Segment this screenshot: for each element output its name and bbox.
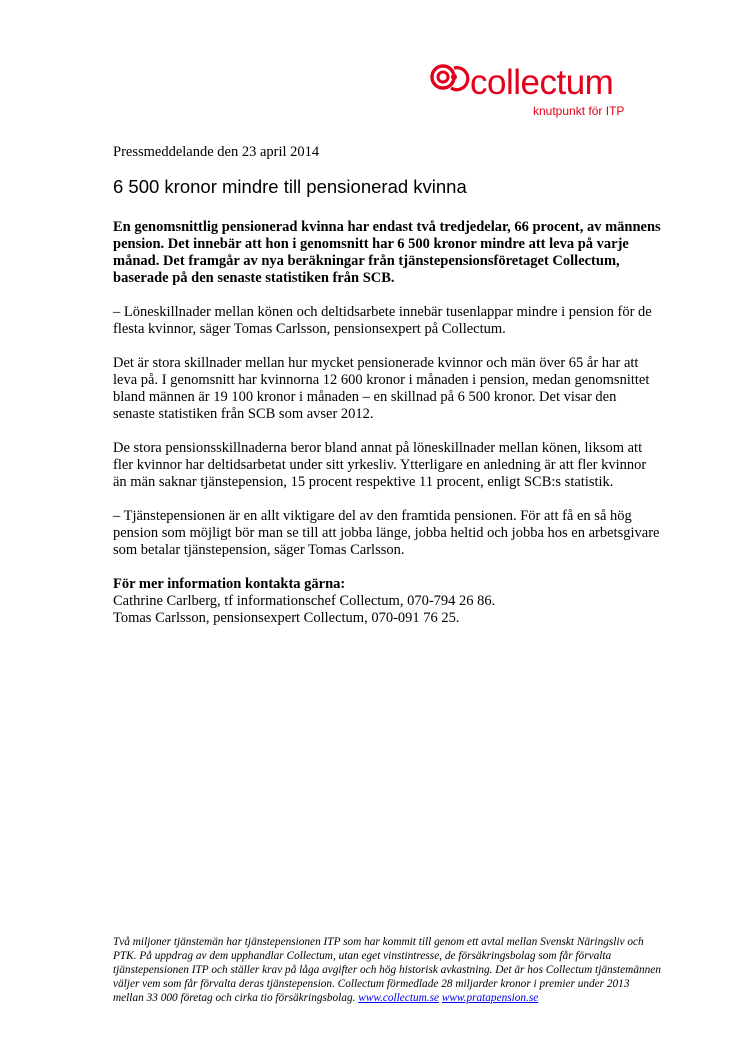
contact-block — [113, 576, 661, 627]
article-body — [113, 219, 661, 627]
pratapension-website-link[interactable]: www.pratapension.se — [441, 992, 539, 1004]
body-paragraph: De stora pensionsskillnaderna beror bland annat på löneskillnader mellan könen, liksom att fler kvinnor har deltidsarbetat under sitt yrkesliv. Ytterligare en anledning är att fler kvinnor än män saknar tjänstepension, 15 procent respektive 11 procent, enligt SCB:s statistik. — [113, 440, 647, 490]
contact-heading: För mer information kontakta gärna: — [113, 576, 346, 592]
contact-line: Cathrine Carlberg, tf informationschef Collectum, 070-794 26 86. — [113, 593, 496, 609]
press-release-date: Pressmeddelande den 23 april 2014 — [113, 144, 320, 160]
body-paragraph: – Löneskillnader mellan könen och deltidsarbete innebär tusenlappar mindre i pension för de flesta kvinnor, säger Tomas Carlsson, pensionsexpert på Collectum. — [113, 304, 652, 337]
body-paragraph: – Tjänstepensionen är en allt viktigare del av den framtida pensionen. För att få en så hög pension som möjligt bör man se till att jobba länge, jobba heltid och jobba hos en arbetsgivare som betalar tjänstepension, säger Tomas Carlsson. — [113, 508, 660, 558]
page-title: 6 500 kronor mindre till pensionerad kvinna — [113, 176, 467, 197]
footer-text: Två miljoner tjänstemän har tjänstepensionen ITP som har kommit till genom ett avtal mellan Svenskt Näringsliv och PTK. På uppdrag av dem upphandlar Collectum, utan eget vinstintresse, de försäkringsbolag som får förvalta tjänstepensionen ITP och ställer krav på låga avgifter och hög historisk avkastning. Det är hos Collectum tjänstemännen väljer vem som får förvalta deras tjänstepension. Collectum förmedlade 28 miljarder kronor i premier under 2013 mellan 33 000 företag och cirka tio försäkringsbolag. — [113, 936, 661, 1004]
collectum-logo — [430, 62, 670, 122]
collectum-website-link[interactable]: www.collectum.se — [358, 992, 440, 1004]
body-paragraph: Det är stora skillnader mellan hur mycket pensionerade kvinnor och män över 65 år har att leva på. I genomsnitt har kvinnorna 12 600 kronor i månaden i pension, medan genomsnittet bland männen är 19 100 kronor i månaden – en skillnad på 6 500 kronor. Det visar den senaste statistiken från SCB som avser 2012. — [113, 355, 650, 422]
footer-boilerplate — [113, 935, 661, 1005]
collectum-logo-mark-icon — [430, 62, 470, 102]
lead-paragraph: En genomsnittlig pensionerad kvinna har endast två tredjedelar, 66 procent, av männens pension. Det innebär att hon i genomsnitt har 6 500 kronor mindre att leva på varje månad. Det framgår av nya beräkningar från tjänstepensionsföretaget Collectum, baserade på den senaste statistiken från SCB. — [113, 219, 661, 286]
logo-tagline: knutpunkt för ITP — [533, 104, 625, 118]
contact-line: Tomas Carlsson, pensionsexpert Collectum, 070-091 76 25. — [113, 610, 460, 626]
logo-wordmark: collectum — [470, 63, 614, 102]
